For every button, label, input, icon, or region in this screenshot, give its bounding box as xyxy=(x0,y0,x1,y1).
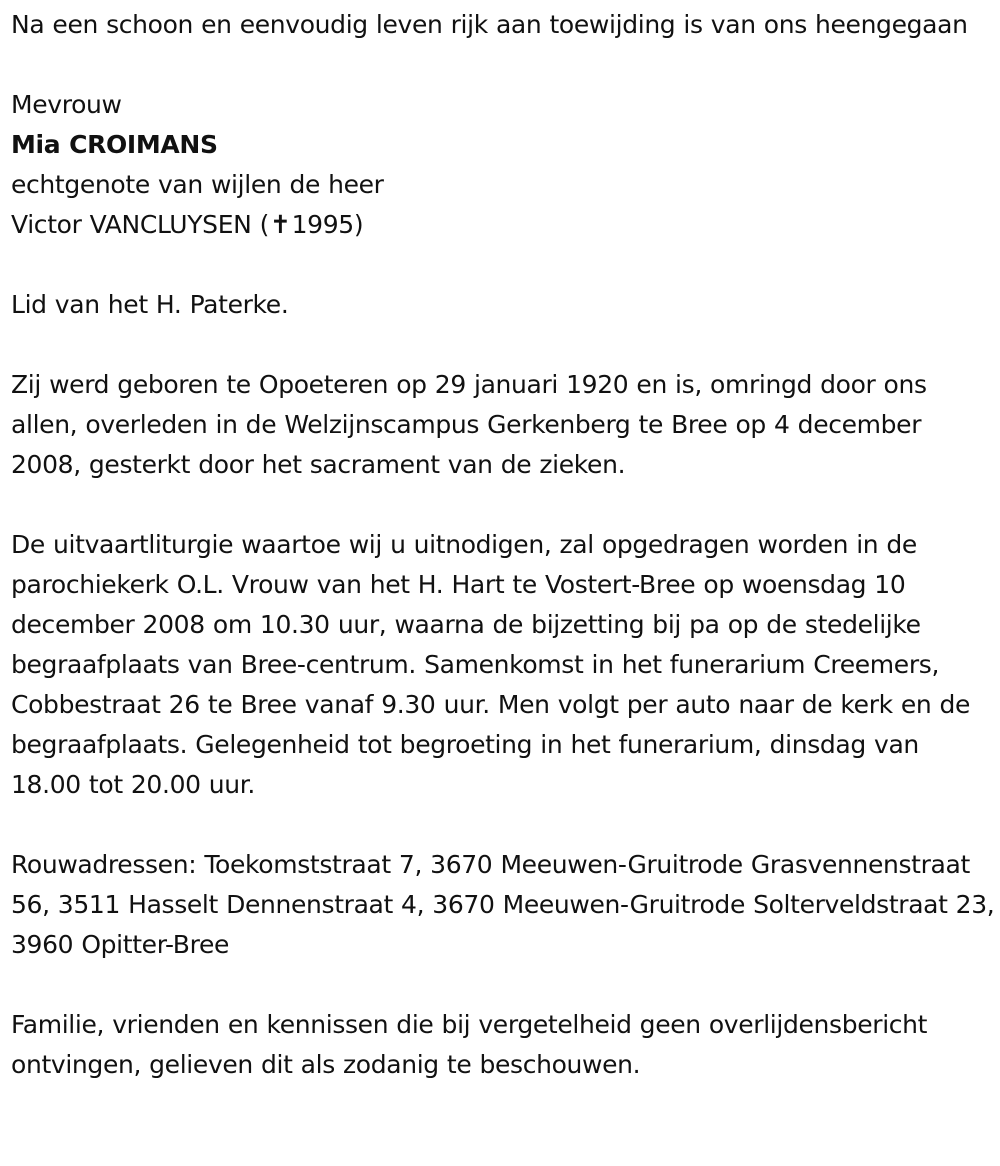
deceased-name: Mia CROIMANS xyxy=(11,130,218,159)
membership-text: Lid van het H. Paterke. xyxy=(11,290,289,319)
funeral-paragraph: De uitvaartliturgie waartoe wij u uitnodigen, zal opgedragen worden in de parochiekerk O.L. Vrouw van het H. Hart te Vostert-Bree op woensdag 10 december 2008 om 10.30 uur, waarna de bijzetting bij pa op de stedelijke begraafplaats van Bree-centrum. Samenkomst in het funerarium Creemers, Cobbestraat 26 te Bree vanaf 9.30 uur. Men volgt per auto naar de kerk en de begraafplaats. Gelegenheid tot begroeting in het funerarium, dinsdag van 18.00 tot 20.00 uur. xyxy=(11,530,971,799)
spouse-line: echtgenote van wijlen de heer xyxy=(11,170,384,199)
obituary-notice xyxy=(11,5,996,1085)
honorific: Mevrouw xyxy=(11,90,122,119)
intro-text: Na een schoon en eenvoudig leven rijk aan toewijding is van ons heengegaan xyxy=(11,10,968,39)
spouse-name: Victor VANCLUYSEN ( xyxy=(11,210,269,239)
closing-paragraph: Familie, vrienden en kennissen die bij vergetelheid geen overlijdensbericht ontvingen, gelieven dit als zodanig te beschouwen. xyxy=(11,1010,928,1079)
spouse-death-year: 1995) xyxy=(291,210,364,239)
spouse-name-line xyxy=(11,205,996,245)
addresses-paragraph: Rouwadressen: Toekomststraat 7, 3670 Meeuwen-Gruitrode Grasvennenstraat 56, 3511 Hasselt Dennenstraat 4, 3670 Meeuwen-Gruitrode Solterveldstraat 23, 3960 Opitter-Bree xyxy=(11,850,995,959)
birth-death-paragraph: Zij werd geboren te Opoeteren op 29 januari 1920 en is, omringd door ons allen, overleden in de Welzijnscampus Gerkenberg te Bree op 4 december 2008, gesterkt door het sacrament van de zieken. xyxy=(11,370,927,479)
cross-icon: ✝ xyxy=(270,210,291,239)
